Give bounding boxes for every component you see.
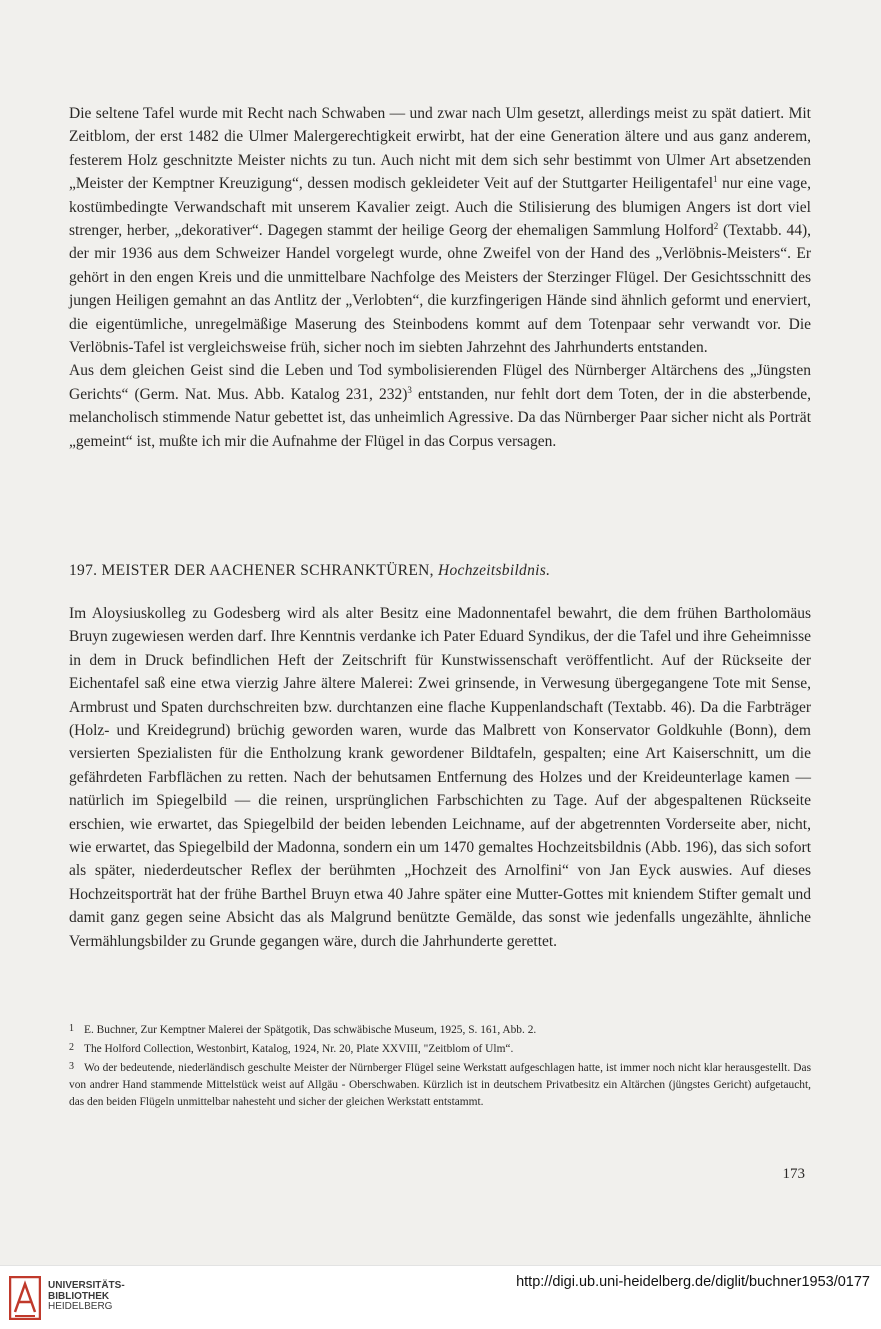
section-heading: [69, 562, 550, 580]
footnote-number: 3: [69, 1061, 74, 1072]
footnote-ref-3: 3: [407, 384, 412, 395]
paragraph-text: Aus dem gleichen Geist sind die Leben und Tod symbolisierenden Flügel des Nürnberger Altärchens des „Jüngsten Gerichts“ (Germ. Nat. Mus. Abb. Katalog 231, 232)$^3$ entstanden, nur fehlt dort dem Toten, der in die absterbende, melancholisch stimmende Natur gebettet ist, das unheimlich Agressive. Da das Nürnberger Paar sicher nicht als Porträt „gemeint“ ist, mußte ich mir die Aufnahme der Flügel in das Corpus versagen.: [69, 362, 811, 450]
body-paragraph-2: [69, 602, 811, 953]
footnote: [69, 1058, 811, 1111]
footnote-number: 1: [69, 1023, 74, 1034]
page-number: 173: [782, 1166, 805, 1182]
paragraph-text: Die seltene Tafel wurde mit Recht nach Schwaben — und zwar nach Ulm gesetzt, allerdings meist zu spät datiert. Mit Zeitblom, der erst 1482 die Ulmer Malergerechtigkeit erwirbt, hat der eine Generation ältere und aus ganz anderem, festerem Holz geschnitzte Meister nichts zu tun. Auch nicht mit dem sich sehr bestimmt von Ulmer Art absetzenden „Meister der Kemptner Kreuzigung“, dessen modisch gekleideter Veit auf der Stuttgarter Heiligentafel$^1$ nur eine vage, kostümbedingte Verwandschaft mit unserem Kavalier zeigt. Auch die Stilisierung des blumigen Angers ist dort viel strenger, herber, „dekorativer“. Dagegen stammt der heilige Georg der ehemaligen Sammlung Holford$^2$ (Textabb. 44), der mir 1936 aus dem Schweizer Handel vorgelegt wurde, ohne Zweifel von der Hand des „Verlöbnis-Meisters“. Er gehört in den engen Kreis und die unmittelbare Nachfolge des Meisters der Sterzinger Flügel. Der Gesichtsschnitt des jungen Heiligen gemahnt an das Antlitz der „Verlobten“, die kurzfingerigen Hände sind ähnlich geformt und enerviert, die eigentümliche, unregelmäßige Maserung des Steinbodens kommt auf dem Totenpaar sehr verwandt vor. Die Verlöbnis-Tafel ist vergleichsweise früh, sicher noch im siebten Jahrzehnt des Jahrhunderts entstanden.: [69, 105, 811, 357]
university-seal-icon: [9, 1276, 41, 1320]
footnote-ref-1: 1: [713, 174, 718, 185]
section-title: 197. MEISTER DER AACHENER SCHRANKTÜREN,: [69, 562, 434, 579]
footnote-text: The Holford Collection, Westonbirt, Katalog, 1924, Nr. 20, Plate XXVIII, "Zeitblom of Ulm“.: [84, 1043, 514, 1055]
source-url-link[interactable]: http://digi.ub.uni-heidelberg.de/diglit/buchner1953/0177: [516, 1274, 870, 1290]
library-footer-bar: [0, 1265, 881, 1329]
footnote-number: 2: [69, 1042, 74, 1053]
footnote-text: E. Buchner, Zur Kemptner Malerei der Spätgotik, Das schwäbische Museum, 1925, S. 161, Abb. 2.: [84, 1024, 537, 1036]
footnote: [69, 1039, 811, 1058]
section-subtitle: Hochzeitsbildnis.: [437, 562, 551, 579]
footnote: [69, 1020, 811, 1039]
footnotes: [69, 1020, 811, 1111]
body-paragraph-1: [69, 102, 811, 453]
footnote-text: Wo der bedeutende, niederländisch geschulte Meister der Nürnberger Flügel seine Werkstatt aufgeschlagen hatte, ist immer noch nicht klar herausgestellt. Das von andrer Hand stammende Mittelstück weist auf Allgäu - Oberschwaben. Kürzlich ist in deutschem Privatbesitz ein Altärchen (jüngstes Gericht) aufgetaucht, das den beiden Flügeln unmittelbar nahesteht und sicher der gleichen Werkstatt entstammt.: [69, 1062, 811, 1108]
paragraph-text: Im Aloysiuskolleg zu Godesberg wird als alter Besitz eine Madonnentafel bewahrt, die dem frühen Bartholomäus Bruyn zugewiesen werden darf. Ihre Kenntnis verdanke ich Pater Eduard Syndikus, der die Tafel und ihre Geheimnisse in dem in Druck befindlichen Heft der Zeitschrift für Kunstwissenschaft veröffentlicht. Auf der Rückseite der Eichentafel saß eine etwa vierzig Jahre ältere Malerei: Zwei grinsende, in Verwesung übergegangene Tote mit Sense, Armbrust und Spaten durchschreiten bzw. durchtanzen eine flache Kuppenlandschaft (Textabb. 46). Da die Farbträger (Holz- und Kreidegrund) brüchig geworden waren, wurde das Malbrett von Konservator Goldkuhle (Bonn), dem versierten Spezialisten für die Entholzung krank gewordener Bildtafeln, gespalten; eine Art Kaiserschnitt, um die gefährdeten Farbflächen zu retten. Nach der behutsamen Entfernung des Holzes und der Kreideunterlage kamen — natürlich im Spiegelbild — die reinen, ursprünglichen Farbschichten zu Tage. Auf der abgespaltenen Rückseite erschien, wie erwartet, das Spiegelbild der beiden lebenden Leichname, auf der abgetrennten Vorderseite aber, nicht, wie erwartet, das Spiegelbild der Madonna, sondern ein um 1470 gemaltes Hochzeitsbildnis (Abb. 196), das sich sofort als später, niederdeutscher Reflex der berühmten „Hochzeit des Arnolfini“ von Jan Eyck auswies. Auf dieses Hochzeitsporträt hat der frühe Barthel Bruyn etwa 40 Jahre später eine Mutter-Gottes mit kniendem Stifter gemalt und damit ganz gegen seine Absicht das als Malgrund benützte Gemälde, das sonst wie jedenfalls ungezählte, ähnliche Vermählungsbilder zu Grunde gegangen wäre, durch die Jahrhunderte gerettet.: [69, 605, 811, 950]
footnote-ref-2: 2: [713, 221, 719, 232]
library-name: UNIVERSITÄTS- BIBLIOTHEK HEIDELBERG: [48, 1280, 125, 1312]
